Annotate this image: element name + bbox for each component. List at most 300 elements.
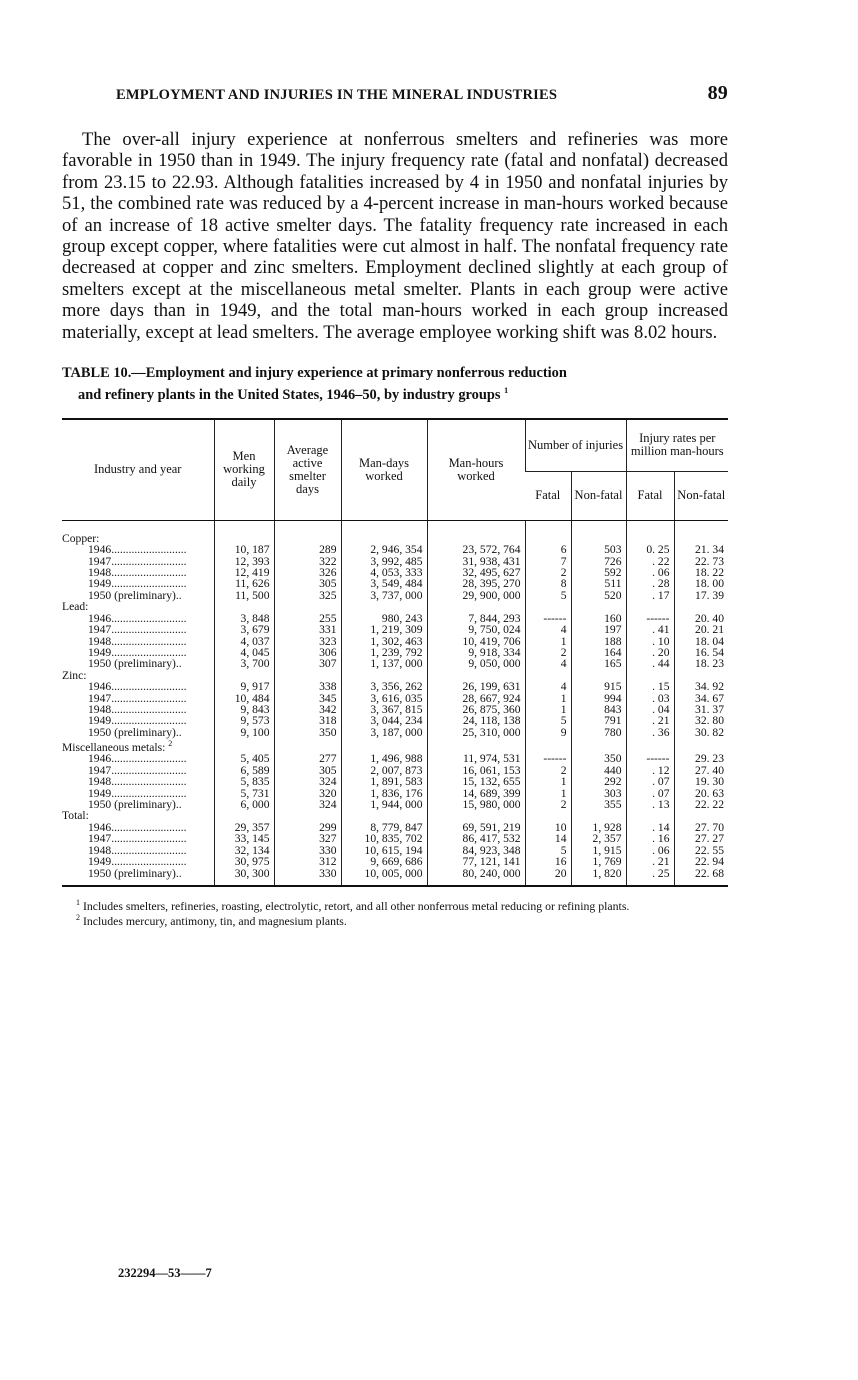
empty-cell bbox=[674, 601, 728, 612]
cell-man-days: 1, 137, 000 bbox=[341, 658, 427, 669]
injury-table bbox=[62, 418, 728, 887]
cell-fatal: 5 bbox=[525, 590, 571, 601]
cell-nonfatal: 165 bbox=[571, 658, 626, 669]
leader-dots: .......................... bbox=[111, 691, 187, 705]
cell-fatal: 10 bbox=[525, 822, 571, 833]
cell-man-days: 4, 053, 333 bbox=[341, 567, 427, 578]
cell-man-hours: 31, 938, 431 bbox=[427, 556, 525, 567]
cell-rate-nonfatal: 18. 00 bbox=[674, 578, 728, 589]
leader-dots: .......................... bbox=[111, 702, 187, 716]
leader-dots: .......................... bbox=[111, 577, 187, 591]
leader-dots: .. bbox=[175, 588, 182, 602]
leader-dots: .......................... bbox=[111, 566, 187, 580]
table-group-row bbox=[62, 520, 728, 544]
cell-man-hours: 23, 572, 764 bbox=[427, 544, 525, 555]
table-row bbox=[62, 658, 728, 669]
cell-men: 9, 917 bbox=[214, 681, 274, 692]
table-row bbox=[62, 590, 728, 601]
cell-days: 350 bbox=[274, 727, 341, 738]
cell-rate-fatal: . 16 bbox=[626, 833, 674, 844]
cell-nonfatal: 791 bbox=[571, 715, 626, 726]
row-year-label: 1947 bbox=[88, 832, 112, 846]
empty-cell bbox=[274, 601, 341, 612]
cell-rate-nonfatal: 31. 37 bbox=[674, 704, 728, 715]
leader-dots: .......................... bbox=[111, 634, 187, 648]
cell-days: 255 bbox=[274, 613, 341, 624]
leader-dots: .. bbox=[175, 866, 182, 880]
row-year-label: 1946 bbox=[88, 752, 112, 766]
empty-cell bbox=[214, 601, 274, 612]
row-year-label: 1950 (preliminary) bbox=[88, 798, 176, 812]
cell-nonfatal: 303 bbox=[571, 788, 626, 799]
cell-fatal: 16 bbox=[525, 856, 571, 867]
row-year-label: 1950 (preliminary) bbox=[88, 866, 176, 880]
row-year-label: 1949 bbox=[88, 714, 112, 728]
cell-rate-fatal: . 20 bbox=[626, 647, 674, 658]
footnote-1-text: Includes smelters, refineries, roasting, electrolytic, retort, and all other nonferrous metal reducing or refining plants. bbox=[82, 898, 630, 913]
empty-cell bbox=[571, 601, 626, 612]
cell-fatal: 1 bbox=[525, 788, 571, 799]
cell-rate-nonfatal: 27. 40 bbox=[674, 765, 728, 776]
cell-nonfatal: 726 bbox=[571, 556, 626, 567]
cell-man-days: 3, 737, 000 bbox=[341, 590, 427, 601]
cell-nonfatal: 780 bbox=[571, 727, 626, 738]
cell-rate-fatal: . 22 bbox=[626, 556, 674, 567]
cell-rate-fatal: ------ bbox=[626, 753, 674, 764]
cell-rate-nonfatal: 20. 40 bbox=[674, 613, 728, 624]
cell-nonfatal: 994 bbox=[571, 693, 626, 704]
row-year-label: 1949 bbox=[88, 786, 112, 800]
cell-rate-nonfatal: 20. 21 bbox=[674, 624, 728, 635]
cell-men: 4, 037 bbox=[214, 636, 274, 647]
cell-days: 325 bbox=[274, 590, 341, 601]
leader-dots: .. bbox=[175, 798, 182, 812]
cell-men: 5, 731 bbox=[214, 788, 274, 799]
cell-rate-fatal: . 44 bbox=[626, 658, 674, 669]
cell-nonfatal: 592 bbox=[571, 567, 626, 578]
cell-rate-fatal: . 12 bbox=[626, 765, 674, 776]
cell-men: 3, 700 bbox=[214, 658, 274, 669]
cell-man-hours: 86, 417, 532 bbox=[427, 833, 525, 844]
cell-fatal: 1 bbox=[525, 693, 571, 704]
cell-rate-fatal: ------ bbox=[626, 613, 674, 624]
leader-dots: .......................... bbox=[111, 855, 187, 869]
cell-men: 5, 405 bbox=[214, 753, 274, 764]
empty-cell bbox=[427, 738, 525, 753]
cell-nonfatal: 164 bbox=[571, 647, 626, 658]
cell-man-hours: 11, 974, 531 bbox=[427, 753, 525, 764]
cell-fatal: 20 bbox=[525, 868, 571, 886]
running-head bbox=[62, 82, 728, 105]
cell-man-hours: 9, 750, 024 bbox=[427, 624, 525, 635]
cell-rate-nonfatal: 22. 68 bbox=[674, 868, 728, 886]
cell-man-hours: 69, 591, 219 bbox=[427, 822, 525, 833]
cell-nonfatal: 1, 769 bbox=[571, 856, 626, 867]
leader-dots: .......................... bbox=[111, 752, 187, 766]
cell-rate-fatal: . 07 bbox=[626, 788, 674, 799]
table-row bbox=[62, 799, 728, 810]
cell-man-hours: 28, 667, 924 bbox=[427, 693, 525, 704]
cell-days: 318 bbox=[274, 715, 341, 726]
row-year-label: 1950 (preliminary) bbox=[88, 657, 176, 671]
cell-men: 5, 835 bbox=[214, 776, 274, 787]
cell-fatal: 2 bbox=[525, 567, 571, 578]
cell-man-days: 9, 669, 686 bbox=[341, 856, 427, 867]
leader-dots: .......................... bbox=[111, 775, 187, 789]
cell-man-hours: 24, 118, 138 bbox=[427, 715, 525, 726]
leader-dots: .......................... bbox=[111, 763, 187, 777]
cell-fatal: 7 bbox=[525, 556, 571, 567]
cell-rate-nonfatal: 27. 27 bbox=[674, 833, 728, 844]
leader-dots: .......................... bbox=[111, 645, 187, 659]
cell-nonfatal: 292 bbox=[571, 776, 626, 787]
cell-men: 9, 573 bbox=[214, 715, 274, 726]
cell-rate-fatal: . 28 bbox=[626, 578, 674, 589]
cell-nonfatal: 188 bbox=[571, 636, 626, 647]
cell-men: 12, 419 bbox=[214, 567, 274, 578]
cell-rate-nonfatal: 17. 39 bbox=[674, 590, 728, 601]
cell-men: 30, 300 bbox=[214, 868, 274, 886]
cell-men: 33, 145 bbox=[214, 833, 274, 844]
empty-cell bbox=[274, 520, 341, 544]
cell-rate-nonfatal: 29. 23 bbox=[674, 753, 728, 764]
cell-fatal: 9 bbox=[525, 727, 571, 738]
header-nonfatal: Non-fatal bbox=[571, 471, 626, 520]
footnote-1-mark: 1 bbox=[76, 897, 80, 907]
cell-rate-fatal: . 15 bbox=[626, 681, 674, 692]
cell-nonfatal: 1, 820 bbox=[571, 868, 626, 886]
empty-cell bbox=[525, 601, 571, 612]
cell-rate-fatal: . 06 bbox=[626, 567, 674, 578]
cell-rate-fatal: . 21 bbox=[626, 715, 674, 726]
table-row bbox=[62, 727, 728, 738]
cell-nonfatal: 503 bbox=[571, 544, 626, 555]
cell-man-hours: 28, 395, 270 bbox=[427, 578, 525, 589]
cell-nonfatal: 2, 357 bbox=[571, 833, 626, 844]
row-year-label: 1946 bbox=[88, 820, 112, 834]
footnote-2-text: Includes mercury, antimony, tin, and magnesium plants. bbox=[82, 914, 347, 929]
cell-man-days: 8, 779, 847 bbox=[341, 822, 427, 833]
cell-rate-nonfatal: 22. 22 bbox=[674, 799, 728, 810]
cell-men: 9, 100 bbox=[214, 727, 274, 738]
cell-man-hours: 77, 121, 141 bbox=[427, 856, 525, 867]
cell-days: 330 bbox=[274, 868, 341, 886]
cell-rate-fatal: . 41 bbox=[626, 624, 674, 635]
cell-man-hours: 9, 050, 000 bbox=[427, 658, 525, 669]
cell-man-days: 3, 044, 234 bbox=[341, 715, 427, 726]
cell-fatal: 1 bbox=[525, 636, 571, 647]
cell-man-days: 10, 835, 702 bbox=[341, 833, 427, 844]
cell-rate-nonfatal: 22. 73 bbox=[674, 556, 728, 567]
row-year-label: 1950 (preliminary) bbox=[88, 725, 176, 739]
cell-man-days: 980, 243 bbox=[341, 613, 427, 624]
cell-rate-fatal: . 17 bbox=[626, 590, 674, 601]
table-caption-line2: and refinery plants in the United States, 1946–50, by industry groups bbox=[78, 386, 501, 403]
leader-dots: .......................... bbox=[111, 543, 187, 557]
cell-days: 331 bbox=[274, 624, 341, 635]
cell-days: 327 bbox=[274, 833, 341, 844]
cell-rate-nonfatal: 18. 23 bbox=[674, 658, 728, 669]
cell-rate-fatal: . 14 bbox=[626, 822, 674, 833]
footnote-2 bbox=[62, 912, 728, 927]
empty-cell bbox=[626, 601, 674, 612]
cell-nonfatal: 197 bbox=[571, 624, 626, 635]
cell-rate-nonfatal: 32. 80 bbox=[674, 715, 728, 726]
cell-man-days: 1, 836, 176 bbox=[341, 788, 427, 799]
cell-man-hours: 26, 875, 360 bbox=[427, 704, 525, 715]
cell-man-days: 1, 496, 988 bbox=[341, 753, 427, 764]
cell-men: 11, 626 bbox=[214, 578, 274, 589]
body-paragraph: The over-all injury experience at nonferrous smelters and refineries was more favorable in 1950 than in 1949. The injury frequency rate (fatal and nonfatal) decreased from 23.15 to 22.93. Although fatalities increased by 4 in 1950 and nonfatal injuries by 51, the combined rate was reduced by a 4-percent increase in man-hours worked because of an increase of 18 active smelter days. The fatality frequency rate increased in each group except copper, where fatalities were cut almost in half. The nonfatal frequency rate decreased at copper and zinc smelters. Employment declined slightly at each group of smelters except at the miscellaneous metal smelter. Plants in each group were active more days than in 1949, and the total man-hours worked in each group increased materially, except at lead smelters. The average employee working shift was 8.02 hours. bbox=[62, 129, 728, 343]
cell-man-hours: 14, 689, 399 bbox=[427, 788, 525, 799]
cell-man-days: 3, 367, 815 bbox=[341, 704, 427, 715]
cell-days: 345 bbox=[274, 693, 341, 704]
cell-fatal: 4 bbox=[525, 681, 571, 692]
cell-fatal: 4 bbox=[525, 658, 571, 669]
empty-cell bbox=[626, 520, 674, 544]
cell-fatal: 1 bbox=[525, 776, 571, 787]
leader-dots: .......................... bbox=[111, 714, 187, 728]
row-year-label: 1948 bbox=[88, 702, 112, 716]
cell-fatal: 2 bbox=[525, 765, 571, 776]
cell-man-hours: 26, 199, 631 bbox=[427, 681, 525, 692]
cell-men: 30, 975 bbox=[214, 856, 274, 867]
cell-rate-fatal: . 13 bbox=[626, 799, 674, 810]
cell-man-hours: 9, 918, 334 bbox=[427, 647, 525, 658]
cell-rate-nonfatal: 30. 82 bbox=[674, 727, 728, 738]
cell-rate-nonfatal: 22. 94 bbox=[674, 856, 728, 867]
cell-days: 324 bbox=[274, 799, 341, 810]
header-industry-year: Industry and year bbox=[62, 419, 214, 521]
row-year-label: 1949 bbox=[88, 645, 112, 659]
row-year-label: 1948 bbox=[88, 566, 112, 580]
cell-rate-nonfatal: 21. 34 bbox=[674, 544, 728, 555]
empty-cell bbox=[626, 738, 674, 753]
cell-man-hours: 15, 132, 655 bbox=[427, 776, 525, 787]
empty-cell bbox=[341, 520, 427, 544]
header-man-days: Man-days worked bbox=[341, 419, 427, 521]
cell-men: 6, 000 bbox=[214, 799, 274, 810]
row-year-label: 1948 bbox=[88, 843, 112, 857]
page bbox=[62, 82, 728, 928]
footnote-2-mark: 2 bbox=[76, 913, 80, 923]
row-year-label: 1946 bbox=[88, 543, 112, 557]
cell-man-hours: 10, 419, 706 bbox=[427, 636, 525, 647]
footnote-1 bbox=[62, 897, 728, 912]
empty-cell bbox=[427, 601, 525, 612]
cell-nonfatal: 843 bbox=[571, 704, 626, 715]
cell-rate-nonfatal: 34. 67 bbox=[674, 693, 728, 704]
cell-man-days: 1, 891, 583 bbox=[341, 776, 427, 787]
cell-rate-nonfatal: 18. 22 bbox=[674, 567, 728, 578]
table-caption-line1: TABLE 10.—Employment and injury experience at primary nonferrous reduction bbox=[62, 365, 567, 382]
leader-dots: .......................... bbox=[111, 786, 187, 800]
cell-man-days: 10, 615, 194 bbox=[341, 845, 427, 856]
cell-men: 6, 589 bbox=[214, 765, 274, 776]
table-group-row bbox=[62, 738, 728, 753]
cell-days: 324 bbox=[274, 776, 341, 787]
cell-fatal: 5 bbox=[525, 715, 571, 726]
page-number: 89 bbox=[707, 82, 728, 104]
cell-nonfatal: 160 bbox=[571, 613, 626, 624]
cell-fatal: 4 bbox=[525, 624, 571, 635]
cell-days: 326 bbox=[274, 567, 341, 578]
cell-days: 289 bbox=[274, 544, 341, 555]
empty-cell bbox=[571, 738, 626, 753]
table-caption-note: 1 bbox=[504, 386, 509, 396]
cell-nonfatal: 1, 915 bbox=[571, 845, 626, 856]
header-number-of-injuries: Number of injuries bbox=[525, 419, 626, 472]
row-year-label: 1947 bbox=[88, 763, 112, 777]
group-name: Miscellaneous metals: bbox=[62, 741, 166, 755]
cell-days: 322 bbox=[274, 556, 341, 567]
row-year-label: 1947 bbox=[88, 623, 112, 637]
cell-nonfatal: 520 bbox=[571, 590, 626, 601]
cell-fatal: 8 bbox=[525, 578, 571, 589]
cell-man-hours: 29, 900, 000 bbox=[427, 590, 525, 601]
empty-cell bbox=[341, 738, 427, 753]
cell-man-days: 10, 005, 000 bbox=[341, 868, 427, 886]
empty-cell bbox=[525, 520, 571, 544]
cell-rate-nonfatal: 18. 04 bbox=[674, 636, 728, 647]
row-year-label: 1946 bbox=[88, 680, 112, 694]
table-caption bbox=[62, 365, 728, 404]
cell-man-days: 3, 616, 035 bbox=[341, 693, 427, 704]
row-year-label: 1949 bbox=[88, 855, 112, 869]
cell-days: 320 bbox=[274, 788, 341, 799]
cell-days: 342 bbox=[274, 704, 341, 715]
cell-men: 3, 679 bbox=[214, 624, 274, 635]
cell-rate-fatal: . 06 bbox=[626, 845, 674, 856]
cell-rate-fatal: . 07 bbox=[626, 776, 674, 787]
cell-man-hours: 80, 240, 000 bbox=[427, 868, 525, 886]
cell-rate-fatal: . 10 bbox=[626, 636, 674, 647]
cell-man-days: 3, 992, 485 bbox=[341, 556, 427, 567]
cell-fatal: 14 bbox=[525, 833, 571, 844]
cell-men: 3, 848 bbox=[214, 613, 274, 624]
cell-nonfatal: 440 bbox=[571, 765, 626, 776]
cell-rate-nonfatal: 19. 30 bbox=[674, 776, 728, 787]
empty-cell bbox=[525, 738, 571, 753]
cell-rate-nonfatal: 27. 70 bbox=[674, 822, 728, 833]
cell-man-hours: 16, 061, 153 bbox=[427, 765, 525, 776]
header-fatal: Fatal bbox=[525, 471, 571, 520]
cell-days: 306 bbox=[274, 647, 341, 658]
header-men-working: Men working daily bbox=[214, 419, 274, 521]
group-note: 2 bbox=[168, 739, 173, 749]
row-year-label: 1947 bbox=[88, 691, 112, 705]
leader-dots: .......................... bbox=[111, 623, 187, 637]
header-rate-nonfatal: Non-fatal bbox=[674, 471, 728, 520]
cell-nonfatal: 350 bbox=[571, 753, 626, 764]
row-year bbox=[62, 868, 214, 886]
leader-dots: .. bbox=[175, 657, 182, 671]
cell-days: 312 bbox=[274, 856, 341, 867]
cell-man-days: 1, 219, 309 bbox=[341, 624, 427, 635]
group-label bbox=[62, 520, 214, 544]
cell-nonfatal: 355 bbox=[571, 799, 626, 810]
cell-man-days: 3, 356, 262 bbox=[341, 681, 427, 692]
header-man-hours: Man-hours worked bbox=[427, 419, 525, 521]
cell-man-days: 2, 946, 354 bbox=[341, 544, 427, 555]
cell-fatal: 1 bbox=[525, 704, 571, 715]
row-year-label: 1946 bbox=[88, 611, 112, 625]
cell-man-hours: 7, 844, 293 bbox=[427, 613, 525, 624]
cell-men: 29, 357 bbox=[214, 822, 274, 833]
cell-days: 338 bbox=[274, 681, 341, 692]
cell-rate-nonfatal: 22. 55 bbox=[674, 845, 728, 856]
cell-rate-fatal: . 03 bbox=[626, 693, 674, 704]
cell-man-days: 1, 302, 463 bbox=[341, 636, 427, 647]
cell-man-days: 3, 549, 484 bbox=[341, 578, 427, 589]
group-name: Lead: bbox=[62, 600, 89, 614]
empty-cell bbox=[214, 738, 274, 753]
cell-days: 307 bbox=[274, 658, 341, 669]
cell-men: 12, 393 bbox=[214, 556, 274, 567]
row-year-label: 1948 bbox=[88, 634, 112, 648]
cell-fatal: ------ bbox=[525, 613, 571, 624]
cell-men: 11, 500 bbox=[214, 590, 274, 601]
leader-dots: .......................... bbox=[111, 680, 187, 694]
table-body bbox=[62, 520, 728, 886]
empty-cell bbox=[341, 601, 427, 612]
cell-rate-fatal: 0. 25 bbox=[626, 544, 674, 555]
cell-man-hours: 15, 980, 000 bbox=[427, 799, 525, 810]
cell-men: 32, 134 bbox=[214, 845, 274, 856]
cell-rate-fatal: . 25 bbox=[626, 868, 674, 886]
cell-man-days: 1, 944, 000 bbox=[341, 799, 427, 810]
cell-rate-nonfatal: 16. 54 bbox=[674, 647, 728, 658]
cell-rate-fatal: . 21 bbox=[626, 856, 674, 867]
leader-dots: .......................... bbox=[111, 611, 187, 625]
row-year-label: 1949 bbox=[88, 577, 112, 591]
cell-days: 305 bbox=[274, 765, 341, 776]
cell-men: 4, 045 bbox=[214, 647, 274, 658]
leader-dots: .......................... bbox=[111, 554, 187, 568]
cell-rate-fatal: . 36 bbox=[626, 727, 674, 738]
cell-man-hours: 25, 310, 000 bbox=[427, 727, 525, 738]
empty-cell bbox=[674, 738, 728, 753]
row-year bbox=[62, 727, 214, 738]
cell-fatal: 6 bbox=[525, 544, 571, 555]
empty-cell bbox=[274, 738, 341, 753]
cell-days: 330 bbox=[274, 845, 341, 856]
cell-rate-nonfatal: 34. 92 bbox=[674, 681, 728, 692]
cell-days: 277 bbox=[274, 753, 341, 764]
empty-cell bbox=[427, 520, 525, 544]
cell-nonfatal: 1, 928 bbox=[571, 822, 626, 833]
cell-men: 10, 187 bbox=[214, 544, 274, 555]
cell-days: 299 bbox=[274, 822, 341, 833]
cell-man-hours: 32, 495, 627 bbox=[427, 567, 525, 578]
cell-nonfatal: 915 bbox=[571, 681, 626, 692]
print-code: 232294—53——7 bbox=[118, 1266, 212, 1280]
cell-men: 9, 843 bbox=[214, 704, 274, 715]
empty-cell bbox=[214, 520, 274, 544]
leader-dots: .. bbox=[175, 725, 182, 739]
header-rate-fatal: Fatal bbox=[626, 471, 674, 520]
cell-fatal: ------ bbox=[525, 753, 571, 764]
row-year-label: 1950 (preliminary) bbox=[88, 588, 176, 602]
cell-man-days: 3, 187, 000 bbox=[341, 727, 427, 738]
group-name: Copper: bbox=[62, 531, 100, 545]
cell-fatal: 5 bbox=[525, 845, 571, 856]
cell-man-days: 1, 239, 792 bbox=[341, 647, 427, 658]
group-name: Zinc: bbox=[62, 668, 87, 682]
row-year-label: 1947 bbox=[88, 554, 112, 568]
cell-man-hours: 84, 923, 348 bbox=[427, 845, 525, 856]
group-name: Total: bbox=[62, 809, 89, 823]
